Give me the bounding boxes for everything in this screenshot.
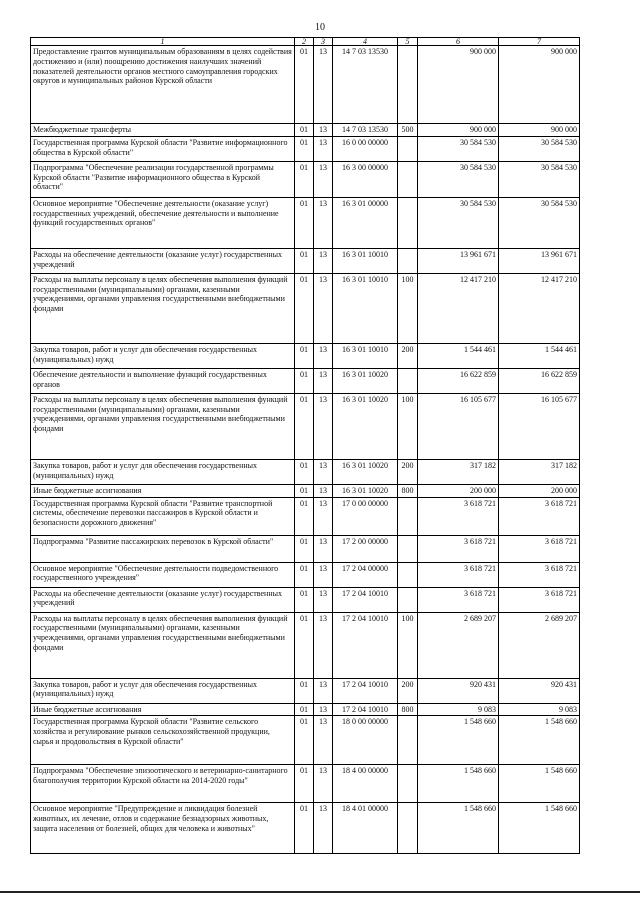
cell-amount-year2: 1 548 660: [499, 716, 580, 765]
table-row: [31, 703, 580, 716]
column-number-row: [31, 38, 580, 46]
table-row: [31, 459, 580, 484]
cell-section: 01: [295, 124, 314, 137]
cell-amount-year1: 200 000: [418, 484, 499, 497]
cell-expense-type: 200: [398, 343, 418, 368]
table-row: [31, 136, 580, 161]
cell-target-article: 17 0 00 00000: [333, 497, 398, 535]
cell-amount-year1: 1 548 660: [418, 765, 499, 803]
cell-target-article: 17 2 00 00000: [333, 535, 398, 562]
cell-target-article: 17 2 04 00000: [333, 562, 398, 587]
table-row: [31, 497, 580, 535]
cell-amount-year2: 30 584 530: [499, 136, 580, 161]
table-row: [31, 368, 580, 393]
cell-amount-year1: 9 083: [418, 703, 499, 716]
table-row: [31, 562, 580, 587]
cell-subsection: 13: [314, 136, 333, 161]
cell-subsection: 13: [314, 703, 333, 716]
cell-amount-year2: 16 622 859: [499, 368, 580, 393]
cell-section: 01: [295, 393, 314, 459]
cell-amount-year2: 1 548 660: [499, 765, 580, 803]
cell-expense-type: [398, 765, 418, 803]
cell-subsection: 13: [314, 368, 333, 393]
cell-amount-year1: 13 961 671: [418, 248, 499, 273]
cell-target-article: 16 3 01 00000: [333, 197, 398, 248]
cell-amount-year2: 3 618 721: [499, 497, 580, 535]
cell-section: 01: [295, 535, 314, 562]
cell-amount-year2: 3 618 721: [499, 562, 580, 587]
cell-amount-year1: 30 584 530: [418, 136, 499, 161]
cell-subsection: 13: [314, 124, 333, 137]
cell-expense-type: [398, 562, 418, 587]
cell-target-article: 16 3 01 10010: [333, 273, 398, 343]
table-row: [31, 803, 580, 854]
cell-expense-type: [398, 535, 418, 562]
cell-amount-year2: 9 083: [499, 703, 580, 716]
page-number: 10: [315, 22, 325, 33]
cell-name: Основное мероприятие "Предупреждение и ликвидация болезней животных, их лечение, отлов и содержание безнадзорных животных, защита населения от болезней, общих для человека и животных": [31, 803, 295, 854]
table-row: [31, 273, 580, 343]
cell-target-article: 18 0 00 00000: [333, 716, 398, 765]
cell-section: 01: [295, 703, 314, 716]
cell-name: Расходы на выплаты персоналу в целях обеспечения выполнения функций государственными (муниципальными) органами, казенными учреждениями, органами управления государственными внебюджетными фондами: [31, 273, 295, 343]
budget-table: [30, 37, 580, 854]
cell-amount-year1: 30 584 530: [418, 197, 499, 248]
cell-amount-year2: 900 000: [499, 124, 580, 137]
cell-section: 01: [295, 587, 314, 612]
cell-expense-type: [398, 587, 418, 612]
cell-amount-year2: 30 584 530: [499, 197, 580, 248]
cell-section: 01: [295, 248, 314, 273]
cell-target-article: 18 4 00 00000: [333, 765, 398, 803]
cell-name: Государственная программа Курской области "Развитие сельского хозяйства и регулирование рынков сельскохозяйственной продукции, сырья и продовольствия в Курской области": [31, 716, 295, 765]
cell-section: 01: [295, 484, 314, 497]
cell-subsection: 13: [314, 161, 333, 197]
cell-section: 01: [295, 678, 314, 703]
cell-expense-type: [398, 46, 418, 124]
cell-amount-year1: 1 548 660: [418, 803, 499, 854]
cell-amount-year1: 3 618 721: [418, 535, 499, 562]
cell-expense-type: [398, 248, 418, 273]
table-row: [31, 161, 580, 197]
cell-section: 01: [295, 459, 314, 484]
cell-amount-year1: 16 622 859: [418, 368, 499, 393]
cell-expense-type: [398, 197, 418, 248]
table-row: [31, 343, 580, 368]
cell-section: 01: [295, 136, 314, 161]
cell-amount-year1: 3 618 721: [418, 587, 499, 612]
cell-amount-year2: 13 961 671: [499, 248, 580, 273]
cell-amount-year2: 12 417 210: [499, 273, 580, 343]
cell-section: 01: [295, 765, 314, 803]
cell-amount-year2: 3 618 721: [499, 587, 580, 612]
table-row: [31, 124, 580, 137]
cell-amount-year1: 2 689 207: [418, 612, 499, 678]
cell-name: Подпрограмма "Обеспечение эпизоотического и ветеринарно-санитарного благополучия территории Курской области на 2014-2020 годы": [31, 765, 295, 803]
cell-name: Межбюджетные трансферты: [31, 124, 295, 137]
cell-amount-year1: 12 417 210: [418, 273, 499, 343]
cell-target-article: 17 2 04 10010: [333, 703, 398, 716]
cell-subsection: 13: [314, 197, 333, 248]
cell-name: Обеспечение деятельности и выполнение функций государственных органов: [31, 368, 295, 393]
cell-expense-type: [398, 136, 418, 161]
cell-amount-year1: 1 548 660: [418, 716, 499, 765]
cell-section: 01: [295, 161, 314, 197]
cell-subsection: 13: [314, 587, 333, 612]
column-header: 6: [418, 38, 499, 46]
cell-subsection: 13: [314, 678, 333, 703]
cell-target-article: 16 3 01 10020: [333, 484, 398, 497]
table-row: [31, 393, 580, 459]
cell-amount-year2: 317 182: [499, 459, 580, 484]
cell-amount-year2: 3 618 721: [499, 535, 580, 562]
cell-section: 01: [295, 497, 314, 535]
cell-name: Расходы на обеспечение деятельности (оказание услуг) государственных учреждений: [31, 587, 295, 612]
cell-name: Иные бюджетные ассигнования: [31, 703, 295, 716]
cell-section: 01: [295, 273, 314, 343]
cell-name: Закупка товаров, работ и услуг для обеспечения государственных (муниципальных) нужд: [31, 678, 295, 703]
cell-amount-year2: 30 584 530: [499, 161, 580, 197]
column-header: 5: [398, 38, 418, 46]
cell-amount-year2: 2 689 207: [499, 612, 580, 678]
table-row: [31, 587, 580, 612]
cell-target-article: 14 7 03 13530: [333, 124, 398, 137]
cell-target-article: 17 2 04 10010: [333, 587, 398, 612]
cell-expense-type: 500: [398, 124, 418, 137]
cell-expense-type: 100: [398, 612, 418, 678]
cell-target-article: 16 3 01 10020: [333, 368, 398, 393]
cell-expense-type: [398, 803, 418, 854]
cell-amount-year2: 1 548 660: [499, 803, 580, 854]
cell-target-article: 16 3 01 10010: [333, 343, 398, 368]
cell-expense-type: 100: [398, 393, 418, 459]
cell-subsection: 13: [314, 562, 333, 587]
cell-name: Иные бюджетные ассигнования: [31, 484, 295, 497]
cell-subsection: 13: [314, 484, 333, 497]
cell-subsection: 13: [314, 803, 333, 854]
cell-name: Расходы на выплаты персоналу в целях обеспечения выполнения функций государственными (муниципальными) органами, казенными учреждениями, органами управления государственными внебюджетными фондами: [31, 612, 295, 678]
column-header: 1: [31, 38, 295, 46]
cell-expense-type: 800: [398, 484, 418, 497]
cell-name: Основное мероприятие "Обеспечение деятельности (оказание услуг) государственных учреждений, обеспечение деятельности и выполнение функций государственных органов": [31, 197, 295, 248]
cell-subsection: 13: [314, 497, 333, 535]
cell-amount-year1: 16 105 677: [418, 393, 499, 459]
cell-amount-year1: 900 000: [418, 46, 499, 124]
cell-target-article: 18 4 01 00000: [333, 803, 398, 854]
cell-subsection: 13: [314, 343, 333, 368]
cell-name: Государственная программа Курской области "Развитие информационного общества в Курской области": [31, 136, 295, 161]
cell-section: 01: [295, 46, 314, 124]
table-row: [31, 716, 580, 765]
column-header: 7: [499, 38, 580, 46]
cell-name: Подпрограмма "Обеспечение реализации государственной программы Курской области "Развитие информационного общества в Курской области": [31, 161, 295, 197]
cell-section: 01: [295, 368, 314, 393]
bottom-rule: [0, 891, 640, 893]
cell-section: 01: [295, 716, 314, 765]
cell-section: 01: [295, 197, 314, 248]
column-header: 3: [314, 38, 333, 46]
cell-target-article: 16 0 00 00000: [333, 136, 398, 161]
cell-expense-type: [398, 716, 418, 765]
cell-expense-type: [398, 161, 418, 197]
table-row: [31, 678, 580, 703]
cell-target-article: 16 3 01 10020: [333, 393, 398, 459]
cell-subsection: 13: [314, 612, 333, 678]
cell-target-article: 16 3 01 10010: [333, 248, 398, 273]
cell-section: 01: [295, 562, 314, 587]
cell-subsection: 13: [314, 765, 333, 803]
cell-name: Закупка товаров, работ и услуг для обеспечения государственных (муниципальных) нужд: [31, 459, 295, 484]
cell-amount-year2: 920 431: [499, 678, 580, 703]
cell-target-article: 16 3 01 10020: [333, 459, 398, 484]
cell-amount-year1: 317 182: [418, 459, 499, 484]
cell-amount-year1: 1 544 461: [418, 343, 499, 368]
cell-expense-type: [398, 368, 418, 393]
cell-amount-year2: 1 544 461: [499, 343, 580, 368]
cell-expense-type: 200: [398, 459, 418, 484]
cell-name: Предоставление грантов муниципальным образованиям в целях содействия достижению и (или) поощрению достижения наилучших значений показателей деятельности органов местного самоуправления городских округов и муниципальных районов Курской области: [31, 46, 295, 124]
table-row: [31, 535, 580, 562]
cell-amount-year1: 3 618 721: [418, 497, 499, 535]
cell-expense-type: 200: [398, 678, 418, 703]
cell-section: 01: [295, 612, 314, 678]
cell-amount-year2: 900 000: [499, 46, 580, 124]
cell-target-article: 16 3 00 00000: [333, 161, 398, 197]
cell-expense-type: [398, 497, 418, 535]
table-row: [31, 765, 580, 803]
cell-section: 01: [295, 343, 314, 368]
cell-subsection: 13: [314, 46, 333, 124]
cell-expense-type: 100: [398, 273, 418, 343]
cell-amount-year1: 30 584 530: [418, 161, 499, 197]
cell-subsection: 13: [314, 459, 333, 484]
column-header: 2: [295, 38, 314, 46]
table-row: [31, 248, 580, 273]
cell-subsection: 13: [314, 273, 333, 343]
cell-amount-year1: 920 431: [418, 678, 499, 703]
cell-name: Закупка товаров, работ и услуг для обеспечения государственных (муниципальных) нужд: [31, 343, 295, 368]
column-header: 4: [333, 38, 398, 46]
cell-expense-type: 800: [398, 703, 418, 716]
cell-name: Расходы на выплаты персоналу в целях обеспечения выполнения функций государственными (муниципальными) органами, казенными учреждениями, органами управления государственными внебюджетными фондами: [31, 393, 295, 459]
table-row: [31, 612, 580, 678]
cell-amount-year1: 900 000: [418, 124, 499, 137]
cell-amount-year2: 16 105 677: [499, 393, 580, 459]
cell-subsection: 13: [314, 535, 333, 562]
cell-name: Подпрограмма "Развитие пассажирских перевозок в Курской области": [31, 535, 295, 562]
cell-target-article: 17 2 04 10010: [333, 678, 398, 703]
cell-name: Государственная программа Курской области "Развитие транспортной системы, обеспечение перевозки пассажиров в Курской области и безопасности дорожного движения": [31, 497, 295, 535]
cell-target-article: 14 7 03 13530: [333, 46, 398, 124]
cell-target-article: 17 2 04 10010: [333, 612, 398, 678]
cell-name: Основное мероприятие "Обеспечение деятельности подведомственного государственного учреждения": [31, 562, 295, 587]
cell-amount-year1: 3 618 721: [418, 562, 499, 587]
table-row: [31, 46, 580, 124]
table-row: [31, 197, 580, 248]
cell-section: 01: [295, 803, 314, 854]
table-row: [31, 484, 580, 497]
cell-subsection: 13: [314, 393, 333, 459]
cell-subsection: 13: [314, 248, 333, 273]
cell-amount-year2: 200 000: [499, 484, 580, 497]
cell-subsection: 13: [314, 716, 333, 765]
cell-name: Расходы на обеспечение деятельности (оказание услуг) государственных учреждений: [31, 248, 295, 273]
